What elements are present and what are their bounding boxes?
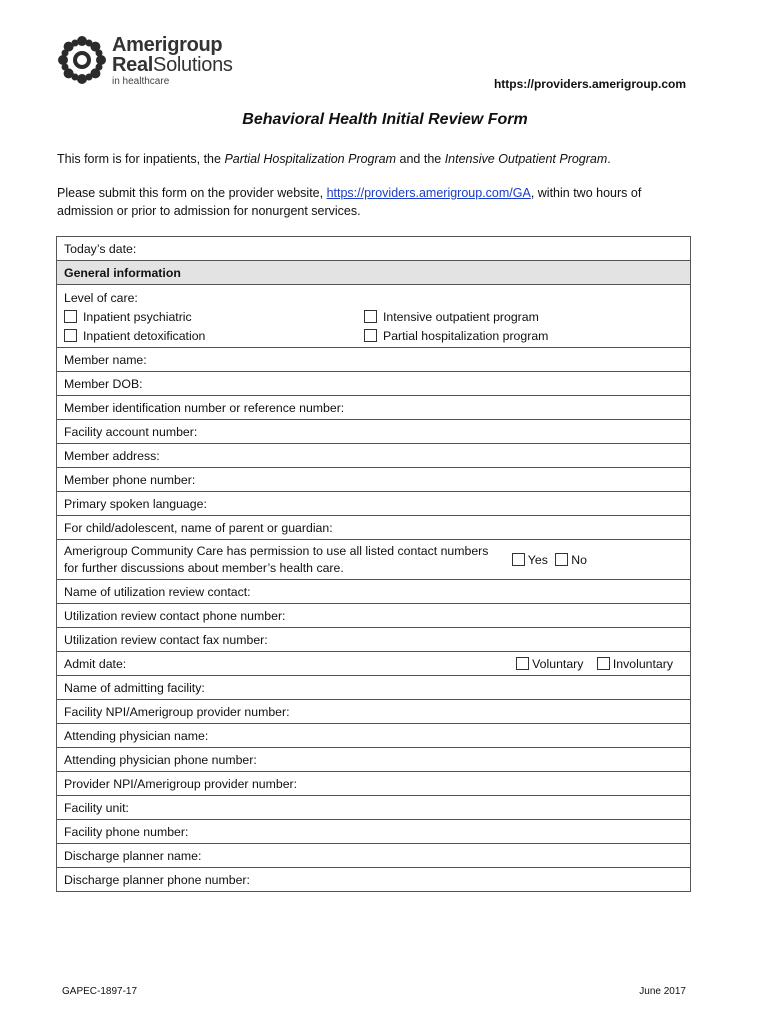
provider-website-link[interactable]: https://providers.amerigroup.com/GA	[326, 186, 531, 200]
option-voluntary[interactable]: Voluntary	[516, 657, 583, 671]
permission-text-line1: Amerigroup Community Care has permission to use all listed contact numbers	[64, 543, 489, 558]
option-yes[interactable]: Yes	[512, 553, 548, 567]
discharge-planner-phone-field[interactable]: Discharge planner phone number:	[57, 868, 691, 892]
level-of-care-label: Level of care:	[64, 290, 138, 305]
admit-date-label[interactable]: Admit date:	[64, 656, 127, 671]
option-inpatient-detox[interactable]: Inpatient detoxification	[64, 327, 364, 346]
page-title: Behavioral Health Initial Review Form	[242, 111, 528, 128]
ur-contact-fax-field[interactable]: Utilization review contact fax number:	[57, 628, 691, 652]
checkbox[interactable]	[64, 329, 77, 342]
facility-unit-field[interactable]: Facility unit:	[57, 796, 691, 820]
form-code: GAPEC-1897-17	[62, 986, 138, 997]
discharge-planner-name-field[interactable]: Discharge planner name:	[57, 844, 691, 868]
checkbox[interactable]	[364, 310, 377, 323]
facility-account-field[interactable]: Facility account number:	[57, 420, 691, 444]
provider-npi-field[interactable]: Provider NPI/Amerigroup provider number:	[57, 772, 691, 796]
parent-guardian-field[interactable]: For child/adolescent, name of parent or guardian:	[57, 516, 691, 540]
checkbox[interactable]	[555, 553, 568, 566]
checkbox[interactable]	[512, 553, 525, 566]
facility-npi-field[interactable]: Facility NPI/Amerigroup provider number:	[57, 700, 691, 724]
member-address-field[interactable]: Member address:	[57, 444, 691, 468]
attending-phone-field[interactable]: Attending physician phone number:	[57, 748, 691, 772]
section-general-information: General information	[57, 261, 691, 285]
option-partial-hospitalization[interactable]: Partial hospitalization program	[364, 327, 664, 346]
sunburst-logo-icon	[56, 34, 108, 86]
facility-phone-field[interactable]: Facility phone number:	[57, 820, 691, 844]
contact-permission-field	[57, 540, 691, 580]
option-no[interactable]: No	[555, 553, 587, 567]
member-dob-field[interactable]: Member DOB:	[57, 372, 691, 396]
member-name-field[interactable]: Member name:	[57, 348, 691, 372]
member-id-field[interactable]: Member identification number or reference number:	[57, 396, 691, 420]
todays-date-field[interactable]: Today’s date:	[57, 237, 691, 261]
primary-language-field[interactable]: Primary spoken language:	[57, 492, 691, 516]
brand-tagline: in healthcare	[112, 76, 170, 87]
provider-url[interactable]: https://providers.amerigroup.com	[493, 77, 686, 91]
submit-instructions: Please submit this form on the provider website, https://providers.amerigroup.com/GA, within two hours of admission or prior to admission for nonurgent services.	[57, 186, 642, 218]
permission-text-line2: for further discussions about member’s health care.	[64, 560, 344, 575]
ur-contact-phone-field[interactable]: Utilization review contact phone number:	[57, 604, 691, 628]
review-form-table	[56, 236, 691, 892]
option-inpatient-psychiatric[interactable]: Inpatient psychiatric	[64, 308, 364, 327]
attending-name-field[interactable]: Attending physician name:	[57, 724, 691, 748]
intro-paragraph: This form is for inpatients, the Partial Hospitalization Program and the Intensive Outpatient Program.	[57, 152, 611, 166]
checkbox[interactable]	[597, 657, 610, 670]
ur-contact-name-field[interactable]: Name of utilization review contact:	[57, 580, 691, 604]
member-phone-field[interactable]: Member phone number:	[57, 468, 691, 492]
option-intensive-outpatient[interactable]: Intensive outpatient program	[364, 308, 664, 327]
admitting-facility-field[interactable]: Name of admitting facility:	[57, 676, 691, 700]
checkbox[interactable]	[364, 329, 377, 342]
amerigroup-logo	[56, 34, 256, 94]
form-date: June 2017	[639, 986, 686, 997]
level-of-care-field	[57, 285, 691, 348]
admit-date-field	[57, 652, 691, 676]
brand-subname: RealSolutions	[112, 54, 233, 76]
brand-name: Amerigroup	[112, 34, 223, 56]
option-involuntary[interactable]: Involuntary	[597, 657, 673, 671]
checkbox[interactable]	[516, 657, 529, 670]
checkbox[interactable]	[64, 310, 77, 323]
